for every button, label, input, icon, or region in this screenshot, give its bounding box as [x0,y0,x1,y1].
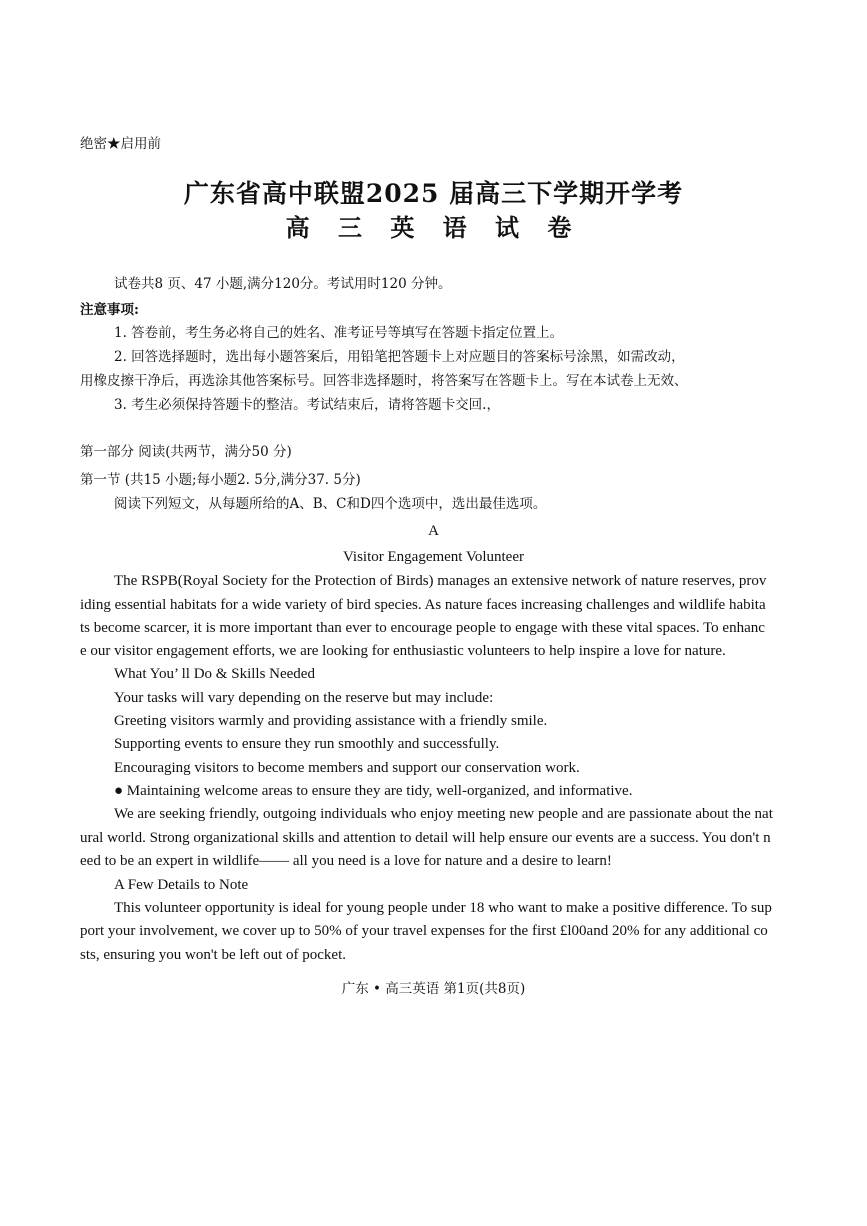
notes-heading: 注意事项: [80,302,139,318]
passage-line: Your tasks will vary depending on the reserve but may include: [114,690,494,706]
part1-heading: 第一部分 阅读(共两节，满分50 分) [80,444,292,460]
passage-line: iding essential habitats for a wide variety of bird species. As nature faces increasing challenges and wildlife habita [80,597,766,613]
passage-subheading: A Few Details to Note [114,877,249,893]
note-item-2-line-1: 2. 回答选择题时，选出每小题答案后，用铅笔把答题卡上对应题目的答案标号涂黑，如需改动， [114,349,685,365]
passage-line: e our visitor engagement efforts, we are looking for enthusiastic volunteers to help inspire a love for nature. [80,643,726,659]
reading-instruction: 阅读下列短文，从每题所给的A、B、C和D四个选项中，选出最佳选项。 [114,496,547,512]
passage-title: Visitor Engagement Volunteer [342,549,524,565]
passage-line: This volunteer opportunity is ideal for young people under 18 who want to make a positive difference. To sup [114,900,772,916]
passage-subheading: What You’ ll Do & Skills Needed [114,666,315,682]
passage-list-item: Supporting events to ensure they run smoothly and successfully. [114,736,500,752]
exam-subtitle: 高 三 英 语 试 卷 [285,213,582,242]
passage-list-item: Encouraging visitors to become members and support our conservation work. [114,760,580,776]
note-item-3: 3. 考生必须保持答题卡的整洁。考试结束后，请将答题卡交回.， [114,397,500,413]
section1-heading: 第一节 (共15 小题;每小题2. 5分,满分37. 5分) [80,472,361,488]
passage-line: The RSPB(Royal Society for the Protection of Birds) manages an extensive network of nature reserves, prov [114,573,767,589]
passage-list-item: ● Maintaining welcome areas to ensure they are tidy, well-organized, and informative. [114,783,633,799]
passage-line: ts become scarcer, it is more important than ever to encourage people to engage with these vital spaces. To enhanc [80,620,765,636]
passage-list-item: Greeting visitors warmly and providing assistance with a friendly smile. [114,713,548,729]
passage-line: ural world. Strong organizational skills and attention to detail will help ensure our events are a success. You don't n [80,830,771,846]
exam-info: 试卷共8 页、47 小题,满分120分。考试用时120 分钟。 [114,276,452,292]
passage-line: We are seeking friendly, outgoing individuals who enjoy meeting new people and are passionate about the nat [114,806,773,822]
secret-mark: 绝密★启用前 [80,136,161,152]
passage-letter: A [428,523,439,539]
passage-line: port your involvement, we cover up to 50% of your travel expenses for the first £l00and 20% for any additional co [80,923,768,939]
page-footer: 广东 • 高三英语 第1页(共8页) [341,981,526,997]
passage-line: sts, ensuring you won't be left out of pocket. [80,947,346,963]
note-item-2-line-2: 用橡皮擦干净后，再选涂其他答案标号。回答非选择题时，将答案写在答题卡上。写在本试卷上无效、 [80,373,688,389]
note-item-1: 1. 答卷前，考生务必将自己的姓名、准考证号等填写在答题卡指定位置上。 [114,325,564,341]
exam-title: 广东省高中联盟2025 届高三下学期开学考 [183,179,684,208]
passage-line: eed to be an expert in wildlife—— all you need is a love for nature and a desire to learn! [80,853,612,869]
